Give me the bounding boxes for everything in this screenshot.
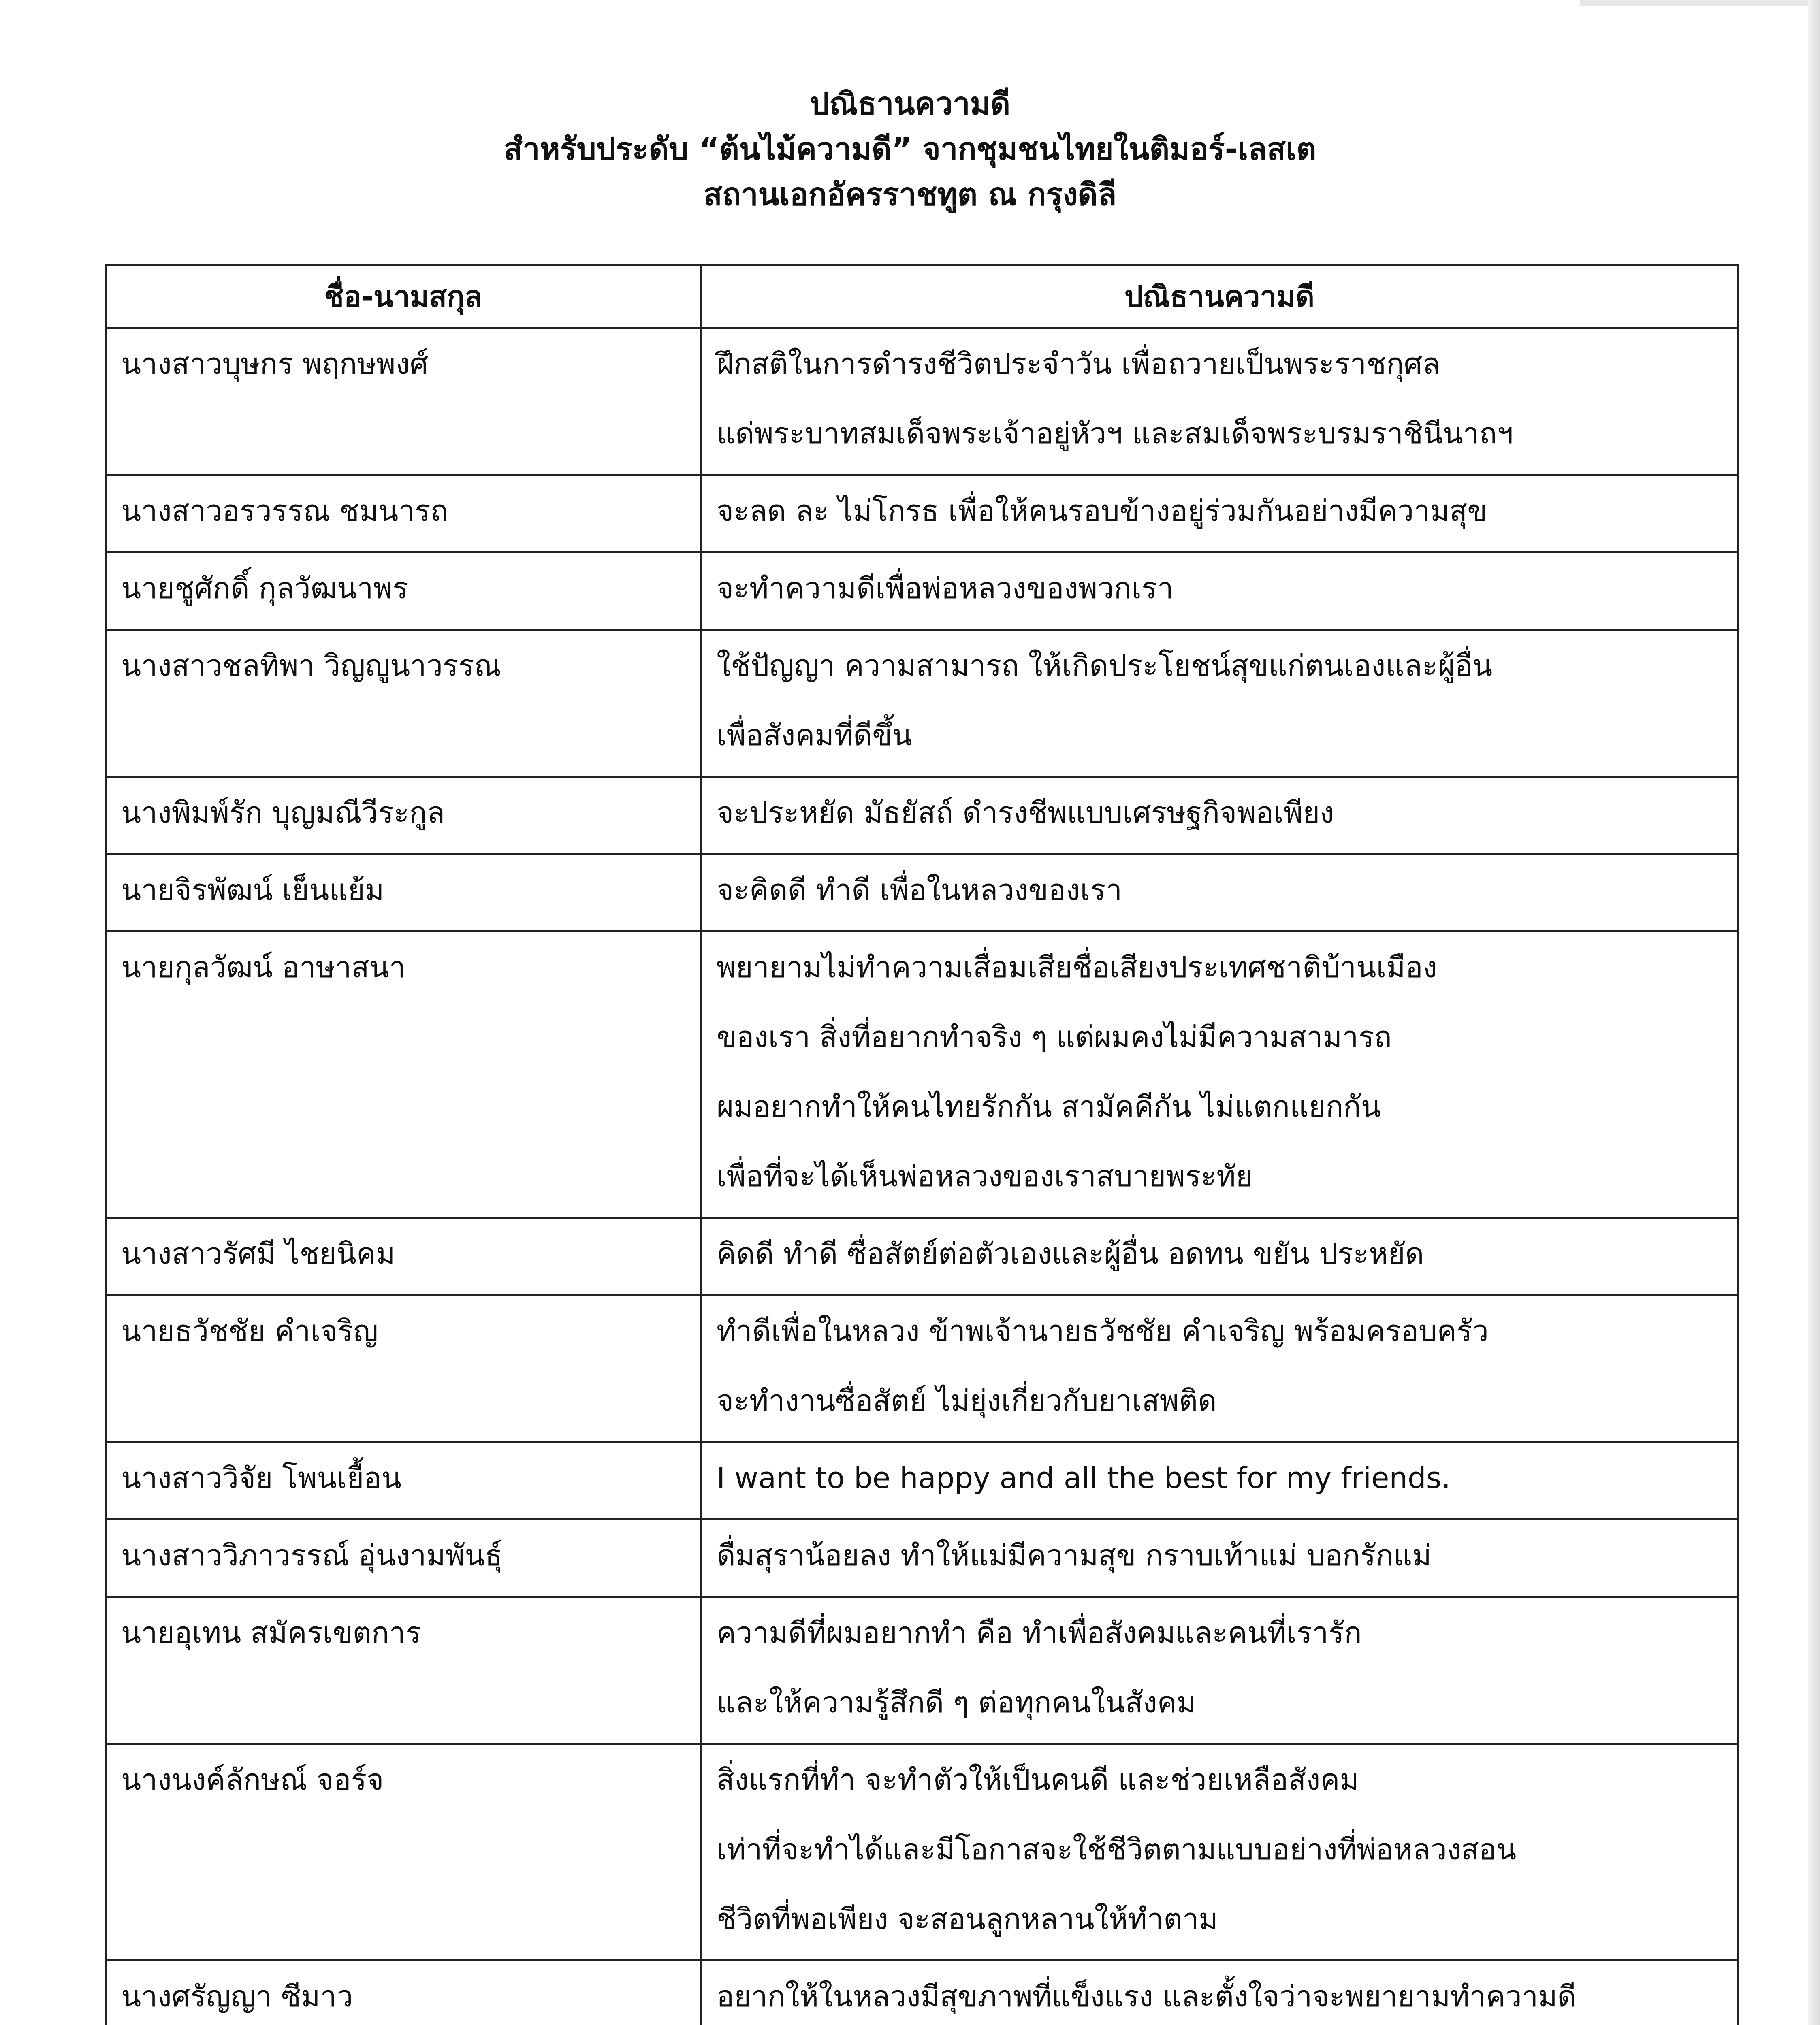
column-header-pledge: ปณิธานความดี — [701, 265, 1738, 328]
person-name: นายกุลวัฒน์ อาษาสนา — [106, 932, 701, 1218]
person-name: นายชูศักดิ์ กุลวัฒนาพร — [106, 552, 701, 630]
pledge-line: เท่าที่จะทำได้และมีโอกาสจะใช้ชีวิตตามแบบอย่างที่พ่อหลวงสอน — [717, 1832, 1517, 1866]
pledge-cell — [701, 777, 1738, 854]
person-name: นางสาวชลทิพา วิญญูนาวรรณ — [106, 630, 701, 777]
document-subtitle: สำหรับประดับ “ต้นไม้ความดี” จากชุมชนไทยในติมอร์-เลสเต — [504, 131, 1316, 167]
pledge-line: ของเรา สิ่งที่อยากทำจริง ๆ แต่ผมคงไม่มีความสามารถ — [717, 1020, 1392, 1054]
table-row — [106, 854, 1738, 932]
document-header — [0, 81, 1820, 217]
pledge-cell — [701, 1597, 1738, 1744]
table-row — [106, 630, 1738, 777]
pledge-table — [105, 264, 1739, 2025]
person-name: นางสาววิจัย โพนเยื้อน — [106, 1442, 701, 1520]
table-row — [106, 932, 1738, 1218]
pledge-cell — [701, 1295, 1738, 1442]
table-body — [106, 328, 1738, 2025]
table-header-row — [106, 265, 1738, 328]
person-name: นางศรัญญา ซีมาว — [106, 1961, 701, 2025]
table-row — [106, 1295, 1738, 1442]
pledge-line: อยากให้ในหลวงมีสุขภาพที่แข็งแรง และตั้งใจว่าจะพยายามทำความดี — [717, 1979, 1577, 2013]
pledge-line: ใช้ปัญญา ความสามารถ ให้เกิดประโยชน์สุขแก่ตนเองและผู้อื่น — [717, 648, 1493, 682]
document-title: ปณิธานความดี — [809, 85, 1011, 122]
table-row — [106, 1442, 1738, 1520]
person-name: นายจิรพัฒน์ เย็นแย้ม — [106, 854, 701, 932]
table-row — [106, 1218, 1738, 1295]
pledge-line: จะคิดดี ทำดี เพื่อในหลวงของเรา — [717, 873, 1122, 907]
pledge-line: และให้ความรู้สึกดี ๆ ต่อทุกคนในสังคม — [717, 1685, 1196, 1719]
pledge-cell — [701, 1442, 1738, 1520]
document-issuer: สถานเอกอัครราชทูต ณ กรุงดิลี — [703, 176, 1117, 212]
table-row — [106, 1597, 1738, 1744]
table-row — [106, 552, 1738, 630]
pledge-cell — [701, 328, 1738, 475]
person-name: นางสาวอรวรรณ ชมนารถ — [106, 475, 701, 552]
pledge-line: ทำดีเพื่อในหลวง ข้าพเจ้านายธวัชชัย คำเจริญ พร้อมครอบครัว — [717, 1314, 1489, 1348]
pledge-line: ความดีที่ผมอยากทำ คือ ทำเพื่อสังคมและคนที่เรารัก — [717, 1616, 1362, 1650]
person-name: นายอุเทน สมัครเขตการ — [106, 1597, 701, 1744]
table-row — [106, 475, 1738, 552]
pledge-line: คิดดี ทำดี ซื่อสัตย์ต่อตัวเองและผู้อื่น อดทน ขยัน ประหยัด — [717, 1236, 1424, 1270]
pledge-line: I want to be happy and all the best for my friends. — [717, 1461, 1451, 1495]
pledge-line: จะทำงานซื่อสัตย์ ไม่ยุ่งเกี่ยวกับยาเสพติด — [717, 1383, 1217, 1418]
pledge-cell — [701, 1218, 1738, 1295]
column-header-name: ชื่อ-นามสกุล — [106, 265, 701, 328]
pledge-line: จะประหยัด มัธยัสถ์ ดำรงชีพแบบเศรษฐกิจพอเพียง — [717, 795, 1334, 829]
scan-shadow-top — [1580, 0, 1820, 6]
pledge-cell — [701, 932, 1738, 1218]
pledge-line: ชีวิตที่พอเพียง จะสอนลูกหลานให้ทำตาม — [717, 1902, 1218, 1936]
person-name: นางสาววิภาวรรณ์ อุ่นงามพันธุ์ — [106, 1520, 701, 1597]
pledge-line: ดื่มสุราน้อยลง ทำให้แม่มีความสุข กราบเท้าแม่ บอกรักแม่ — [717, 1538, 1432, 1572]
pledge-line: จะลด ละ ไม่โกรธ เพื่อให้คนรอบข้างอยู่ร่วมกันอย่างมีความสุข — [717, 494, 1487, 528]
pledge-line: สิ่งแรกที่ทำ จะทำตัวให้เป็นคนดี และช่วยเหลือสังคม — [717, 1763, 1359, 1797]
person-name: นางสาวรัศมี ไชยนิคม — [106, 1218, 701, 1295]
table-row — [106, 777, 1738, 854]
table-row — [106, 1961, 1738, 2025]
pledge-line: ฝึกสติในการดำรงชีวิตประจำวัน เพื่อถวายเป็นพระราชกุศล — [717, 347, 1440, 381]
pledge-cell — [701, 1961, 1738, 2025]
pledge-line: พยายามไม่ทำความเสื่อมเสียชื่อเสียงประเทศชาติบ้านเมือง — [717, 950, 1437, 984]
pledge-line: แด่พระบาทสมเด็จพระเจ้าอยู่หัวฯ และสมเด็จพระบรมราชินีนาถฯ — [717, 416, 1513, 450]
pledge-cell — [701, 1744, 1738, 1961]
table-row — [106, 328, 1738, 475]
person-name: นางพิมพ์รัก บุญมณีวีระกูล — [106, 777, 701, 854]
table-row — [106, 1744, 1738, 1961]
pledge-cell — [701, 630, 1738, 777]
scan-shadow-right — [1808, 0, 1820, 2025]
pledge-cell — [701, 552, 1738, 630]
pledge-cell — [701, 854, 1738, 932]
table-row — [106, 1520, 1738, 1597]
pledge-cell — [701, 1520, 1738, 1597]
pledge-cell — [701, 475, 1738, 552]
person-name: นายธวัชชัย คำเจริญ — [106, 1295, 701, 1442]
pledge-line: ผมอยากทำให้คนไทยรักกัน สามัคคีกัน ไม่แตกแยกกัน — [717, 1089, 1381, 1123]
pledge-line: เพื่อที่จะได้เห็นพ่อหลวงของเราสบายพระทัย — [717, 1159, 1253, 1193]
person-name: นางสาวบุษกร พฤกษพงศ์ — [106, 328, 701, 475]
pledge-line: เพื่อสังคมที่ดีขึ้น — [717, 718, 912, 752]
person-name: นางนงค์ลักษณ์ จอร์จ — [106, 1744, 701, 1961]
pledge-line: จะทำความดีเพื่อพ่อหลวงของพวกเรา — [717, 571, 1174, 605]
